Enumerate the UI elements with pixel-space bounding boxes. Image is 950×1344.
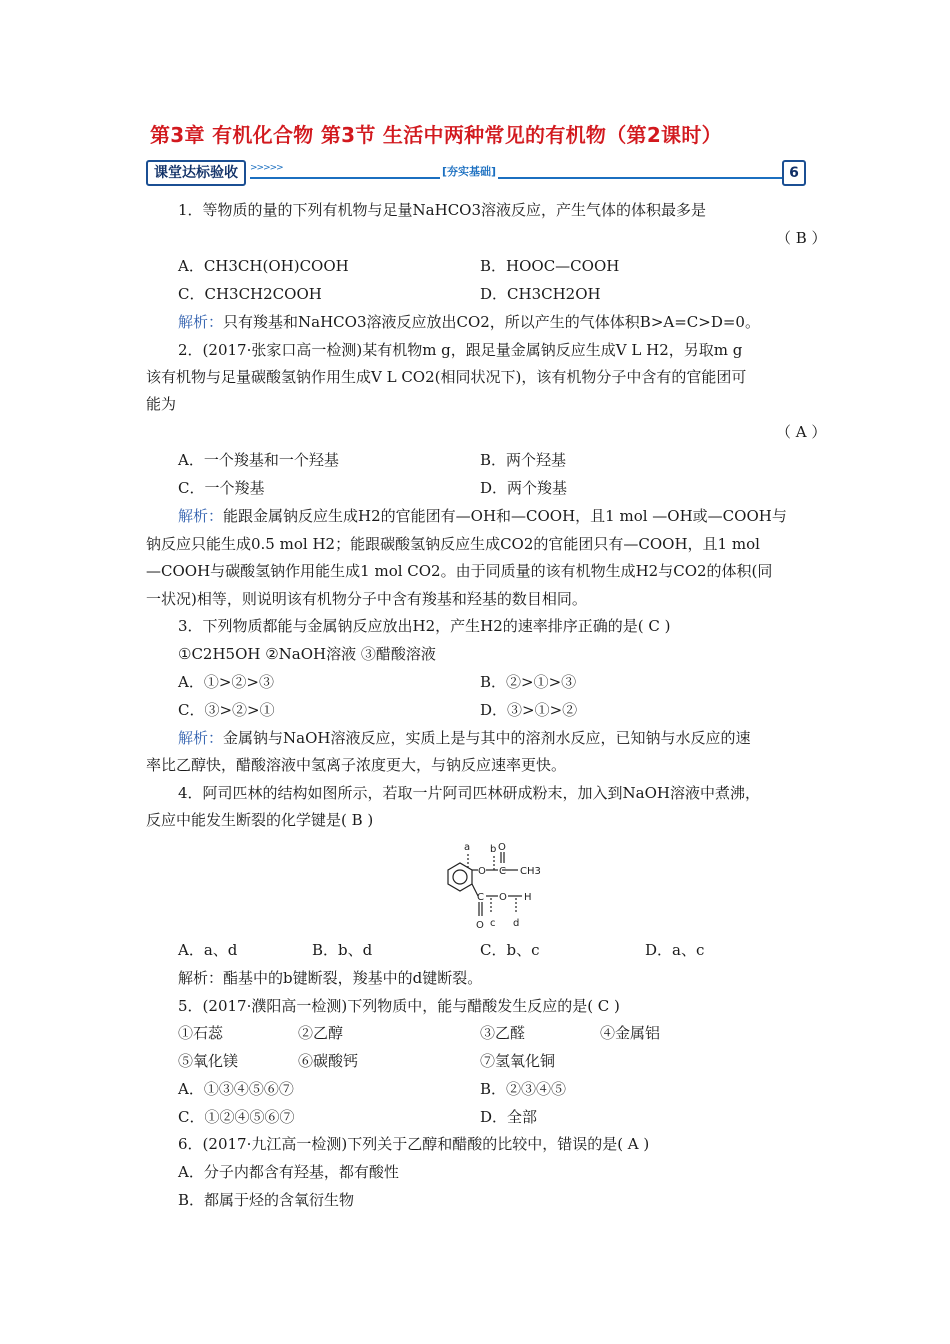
q4-option-c: C．b、c (480, 941, 540, 959)
group-ch3: CH3 (520, 866, 541, 877)
q4-option-b: B．b、d (312, 941, 373, 959)
q3-items: ①C2H5OH ②NaOH溶液 ③醋酸溶液 (178, 645, 436, 663)
bond-label-b: b (490, 844, 497, 855)
q5-item-6: ⑥碳酸钙 (298, 1052, 359, 1070)
q3-analysis-line2: 率比乙醇快，醋酸溶液中氢离子浓度更大，与钠反应速率更快。 (146, 756, 567, 774)
q1-stem: 1．等物质的量的下列有机物与足量NaHCO3溶液反应，产生气体的体积最多是 (178, 201, 707, 219)
banner-number: 6 (782, 160, 806, 186)
bond-label-d: d (513, 918, 520, 929)
q5-item-3: ③乙醛 (480, 1024, 526, 1042)
q4-analysis (178, 968, 482, 988)
q5-item-2: ②乙醇 (298, 1024, 344, 1042)
q2-option-b: B．两个羟基 (480, 451, 567, 469)
q2-analysis-line3: —COOH与碳酸氢钠作用能生成1 mol CO2。由于同质量的该有机物生成H2与CO2的体积(同 (146, 562, 773, 580)
q3-analysis-text: 金属钠与NaOH溶液反应，实质上是与其中的溶剂水反应，已知钠与水反应的速 (223, 729, 751, 747)
atom-c-carbonyl: C (499, 866, 506, 877)
q2-analysis-line1 (178, 506, 787, 526)
q2-option-d: D．两个羧基 (480, 479, 568, 497)
aspirin-structure-figure (430, 840, 560, 935)
atom-o-carbonyl: O (498, 842, 506, 853)
q5-item-7: ⑦氢氧化铜 (480, 1052, 556, 1070)
q6-option-a: A．分子内都含有羟基，都有酸性 (178, 1163, 399, 1181)
q4-option-d: D．a、c (645, 941, 705, 959)
q1-option-c: C．CH3CH2COOH (178, 285, 322, 303)
section-banner (146, 160, 806, 184)
analysis-label: 解析： (178, 729, 224, 747)
q3-analysis-line1 (178, 728, 750, 748)
q3-option-a: A．①>②>③ (178, 673, 274, 691)
q1-analysis (178, 312, 760, 332)
q6-stem: 6．(2017·九江高一检测)下列关于乙醇和醋酸的比较中，错误的是( A ) (178, 1135, 650, 1153)
analysis-label: 解析： (178, 313, 224, 331)
q1-option-b: B．HOOC—COOH (480, 257, 620, 275)
q1-option-a: A．CH3CH(OH)COOH (178, 257, 349, 275)
q2-stem-line1: 2．(2017·张家口高一检测)某有机物m g，跟足量金属钠反应生成V L H2，另取m g (178, 341, 743, 359)
banner-tag: [夯实基础] (442, 165, 497, 178)
analysis-label: 解析： (178, 969, 224, 987)
q3-option-c: C．③>②>① (178, 701, 275, 719)
q4-option-a: A．a、d (178, 941, 238, 959)
q2-option-a: A．一个羧基和一个羟基 (178, 451, 339, 469)
q2-analysis-line4: 一状况)相等，则说明该有机物分子中含有羧基和羟基的数目相同。 (146, 590, 587, 608)
q5-option-c: C．①②④⑤⑥⑦ (178, 1108, 295, 1126)
q5-item-4: ④金属铝 (600, 1024, 661, 1042)
q2-analysis-line2: 钠反应只能生成0.5 mol H2；能跟碳酸氢钠反应生成CO2的官能团只有—COOH，且1 mol (146, 535, 760, 553)
q1-option-d: D．CH3CH2OH (480, 285, 601, 303)
q5-option-d: D．全部 (480, 1108, 538, 1126)
atom-c-carboxyl: C (477, 892, 484, 903)
q3-stem: 3．下列物质都能与金属钠反应放出H2，产生H2的速率排序正确的是( C ) (178, 617, 671, 635)
banner-label: 课堂达标验收 (146, 160, 246, 186)
atom-h: H (524, 892, 532, 903)
q6-option-b: B．都属于烃的含氧衍生物 (178, 1191, 355, 1209)
q5-option-a: A．①③④⑤⑥⑦ (178, 1080, 294, 1098)
q4-stem-line1: 4．阿司匹林的结构如图所示，若取一片阿司匹林研成粉末，加入到NaOH溶液中煮沸， (178, 784, 760, 802)
q5-item-5: ⑤氧化镁 (178, 1052, 239, 1070)
arrow-chevrons-icon: >>>>> (250, 163, 283, 173)
q4-analysis-text: 酯基中的b键断裂，羧基中的d键断裂。 (223, 969, 483, 987)
q2-option-c: C．一个羧基 (178, 479, 265, 497)
benzene-ring-circle (453, 870, 467, 884)
q5-stem: 5．(2017·濮阳高一检测)下列物质中，能与醋酸发生反应的是( C ) (178, 997, 620, 1015)
q2-stem-line3: 能为 (146, 395, 177, 413)
q5-item-1: ①石蕊 (178, 1024, 224, 1042)
atom-o-ester: O (478, 866, 486, 877)
q2-analysis-text: 能跟金属钠反应生成H2的官能团有—OH和—COOH，且1 mol —OH或—COOH与 (223, 507, 787, 525)
q4-stem-line2: 反应中能发生断裂的化学键是( B ) (146, 811, 374, 829)
q2-stem-line2: 该有机物与足量碳酸氢钠作用生成V L CO2(相同状况下)，该有机物分子中含有的官能团可 (146, 368, 747, 386)
analysis-label: 解析： (178, 507, 224, 525)
q5-option-b: B．②③④⑤ (480, 1080, 567, 1098)
bond-label-c: c (490, 918, 496, 929)
page-title: 第3章 有机化合物 第3节 生活中两种常见的有机物（第2课时） (150, 123, 722, 147)
atom-o-carboxyl: O (476, 920, 484, 931)
q3-option-d: D．③>①>② (480, 701, 578, 719)
atom-o-hydroxyl: O (499, 892, 507, 903)
q2-answer: （ A ） (776, 423, 827, 441)
q3-option-b: B．②>①>③ (480, 673, 577, 691)
q1-answer: （ B ） (776, 229, 827, 247)
q1-analysis-text: 只有羧基和NaHCO3溶液反应放出CO2，所以产生的气体体积B>A=C>D=0。 (223, 313, 760, 331)
bond-label-a: a (464, 842, 471, 853)
banner-rule (250, 177, 786, 179)
